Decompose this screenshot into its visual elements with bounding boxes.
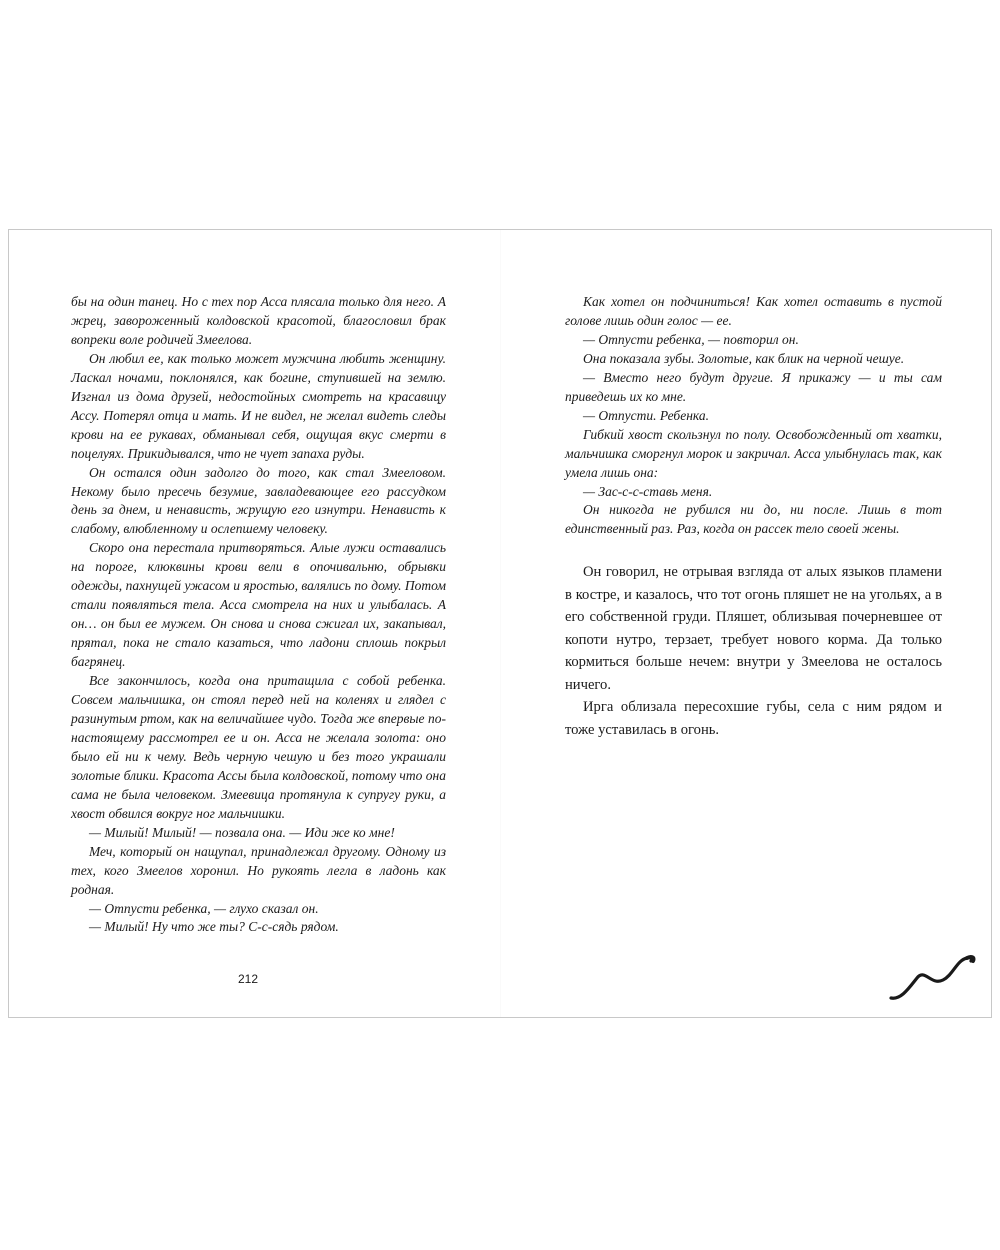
paragraph: Он говорил, не отрывая взгляда от алых языков пламени в костре, и казалось, что тот огонь пляшет не на угольях, а в его собственной груди. Пляшет, облизывая почерневшее от копоти нутро, терзает, требует нового корма. Да только кормиться больше нечем: внутри у Змеелова не осталось ничего. (565, 564, 942, 693)
right-page-prose-text (565, 561, 942, 741)
dialogue-line: — Отпусти ребенка, — повторил он. (583, 331, 799, 347)
paragraph: Он остался один задолго до того, как стал Змееловом. Некому было пресечь безумие, завладевающее его рассудком день за днем, и ненависть, жрущую его изнутри. Ненависть к слабому, влюбленному и ослепшему человеку. (71, 464, 446, 537)
left-page-text (71, 293, 446, 937)
dialogue-line: — Отпусти. Ребенка. (583, 407, 710, 423)
paragraph: бы на один танец. Но с тех пор Асса плясала только для него. А жрец, завороженный колдовской красотой, благословил брак вопреки воле родичей Змеелова. (71, 294, 446, 347)
paragraph: Он никогда не рубился ни до, ни после. Лишь в тот единственный раз. Раз, когда он рассек тело своей жены. (565, 502, 942, 537)
paragraph: Он любил ее, как только может мужчина любить женщину. Ласкал ночами, поклонялся, как богине, ступившей на землю. Изгнал из дома друзей, недостойных смотреть на красавицу Ассу. Потерял отца и мать. И не видел, не желал видеть следы крови на ее рукавах, обманывал себя, ощущая вкус смерти в поцелуях. Прикидывался, что не чует запаха руды. (71, 350, 446, 461)
paragraph: Гибкий хвост скользнул по полу. Освобожденный от хватки, мальчишка сморгнул морок и закричал. Асса улыбнулась так, как умела лишь она: (565, 426, 942, 480)
dialogue-line: — Милый! Ну что же ты? С-с-сядь рядом. (89, 919, 339, 935)
dialogue-line: — Отпусти ребенка, — глухо сказал он. (89, 900, 319, 916)
dialogue-line: — Милый! Милый! — позвала она. — Иди же ко мне! (89, 824, 395, 840)
page-gutter (500, 230, 501, 1017)
paragraph: Все закончилось, когда она притащила с собой ребенка. Совсем мальчишка, он стоял перед ней на коленях и глядел с разинутым ртом, как на величайшее чудо. Тогда же впервые по-настоящему рассмотрел ее и он. Асса не желала золота: оно было ей ни к чему. Ведь черную чешую и без того украшали золотые блики. Красота Ассы была колдовской, потому что она сама не была человеком. Змеевица протянула к супругу руки, а хвост обвился вокруг ног мальчишки. (71, 673, 446, 821)
dialogue-line: — Зас-с-с-ставь меня. (583, 483, 713, 499)
paragraph: Как хотел он подчиниться! Как хотел оставить в пустой голове лишь один голос — ее. (565, 294, 942, 328)
paragraph: Меч, который он нащупал, принадлежал другому. Одному из тех, кого Змеелов хоронил. Но рукоять легла в ладонь как родная. (71, 843, 446, 897)
paragraph: Скоро она перестала притворяться. Алые лужи оставались на пороге, клюквины крови вели в опочивальню, обрывки одежды, пахнущей ужасом и яростью, валялись по дому. Потом стали появляться тела. Асса смотрела на них и улыбалась. А он… он был ее мужем. Он снова и снова сжигал их, закапывал, прятал, пока не стало казаться, что ладони сплошь покрыл багрянец. (71, 540, 446, 670)
page-number: 212 (237, 972, 259, 986)
book-spread (8, 229, 992, 1018)
dialogue-line: — Вместо него будут другие. Я прикажу — и ты сам приведешь их ко мне. (565, 369, 942, 404)
paragraph: Она показала зубы. Золотые, как блик на черной чешуе. (583, 350, 905, 366)
right-page-italic-text (565, 293, 942, 539)
paragraph: Ирга облизала пересохшие губы, села с ним рядом и тоже уставилась в огонь. (565, 699, 942, 738)
snake-ornament-icon (887, 948, 977, 1003)
